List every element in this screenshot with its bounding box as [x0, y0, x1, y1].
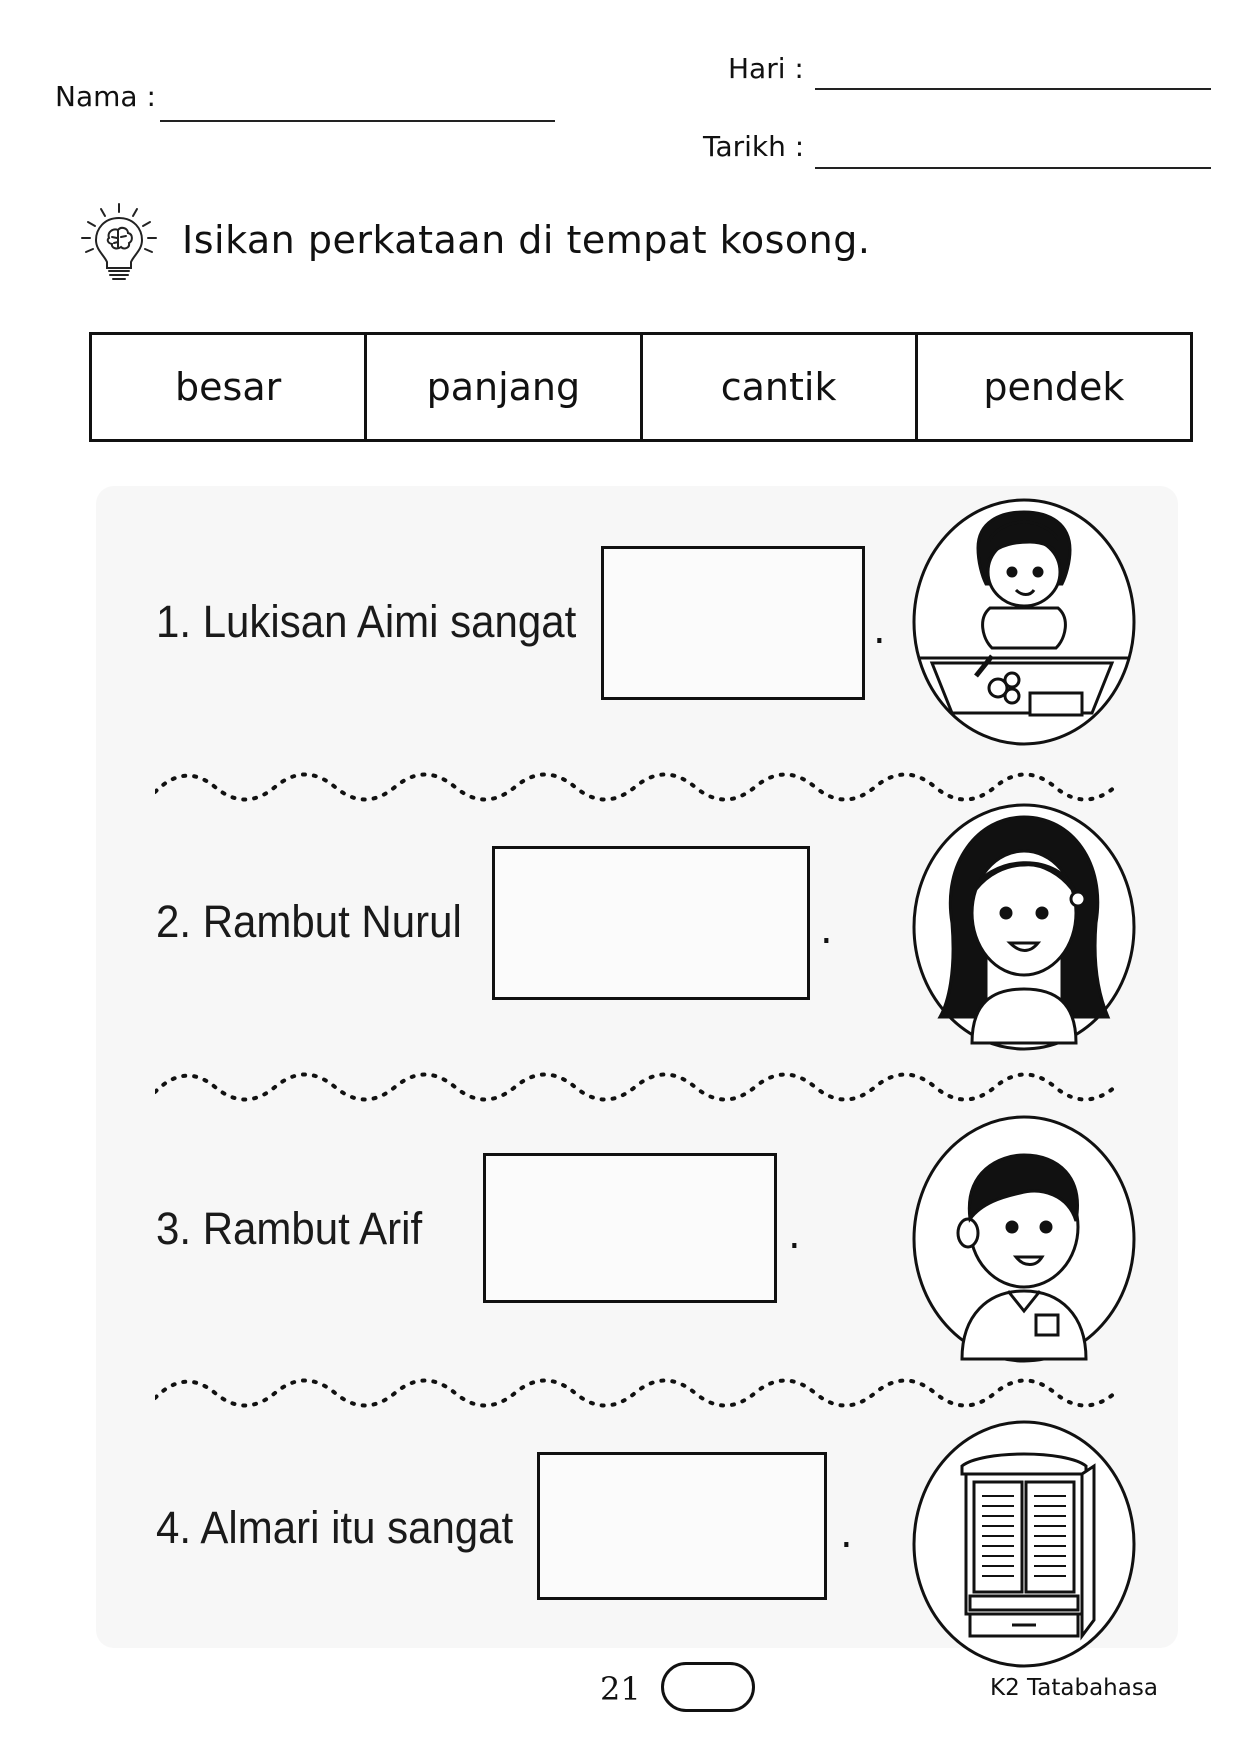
answer-box-1[interactable] — [601, 546, 865, 700]
answer-box-3[interactable] — [483, 1153, 777, 1303]
question-sentence: Almari itu sangat — [200, 1502, 514, 1553]
answer-box-4[interactable] — [537, 1452, 827, 1600]
lightbulb-brain-icon — [76, 200, 162, 286]
answer-box-2[interactable] — [492, 846, 810, 1000]
question-1-text — [156, 596, 576, 648]
question-sentence: Lukisan Aimi sangat — [202, 596, 577, 647]
question-number: 3. — [156, 1203, 192, 1254]
name-field-line[interactable] — [160, 120, 555, 122]
girl-long-hair-picture — [912, 803, 1136, 1051]
day-label: Hari : — [728, 52, 804, 85]
name-label: Nama : — [55, 80, 156, 113]
question-number: 2. — [156, 896, 192, 947]
sentence-period: . — [873, 607, 886, 653]
dotted-wavy-divider — [155, 1062, 1135, 1102]
wardrobe-picture — [912, 1420, 1136, 1668]
sentence-period: . — [788, 1212, 801, 1258]
day-field-line[interactable] — [815, 88, 1211, 90]
date-field-line[interactable] — [815, 167, 1211, 169]
boy-short-hair-picture — [912, 1115, 1136, 1363]
question-4-text — [156, 1502, 513, 1554]
question-3-text — [156, 1203, 422, 1255]
dotted-wavy-divider — [155, 1368, 1135, 1408]
word-bank-cell: panjang — [367, 335, 642, 439]
word-bank-table — [89, 332, 1193, 442]
question-number: 1. — [156, 596, 192, 647]
question-sentence: Rambut Nurul — [202, 896, 462, 947]
score-oval[interactable] — [661, 1662, 755, 1712]
instruction-text: Isikan perkataan di tempat kosong. — [182, 218, 871, 262]
girl-drawing-picture — [912, 498, 1136, 746]
book-tag: K2 Tatabahasa — [990, 1675, 1158, 1701]
sentence-period: . — [820, 907, 833, 953]
question-number: 4. — [156, 1502, 192, 1553]
question-2-text — [156, 896, 462, 948]
dotted-wavy-divider — [155, 762, 1135, 802]
page-number: 21 — [600, 1670, 641, 1708]
sentence-period: . — [840, 1511, 853, 1557]
word-bank-cell: pendek — [983, 365, 1125, 409]
question-sentence: Rambut Arif — [202, 1203, 423, 1254]
word-bank-cell: besar — [92, 335, 367, 439]
date-label: Tarikh : — [703, 130, 805, 163]
word-bank-cell: cantik — [643, 335, 918, 439]
